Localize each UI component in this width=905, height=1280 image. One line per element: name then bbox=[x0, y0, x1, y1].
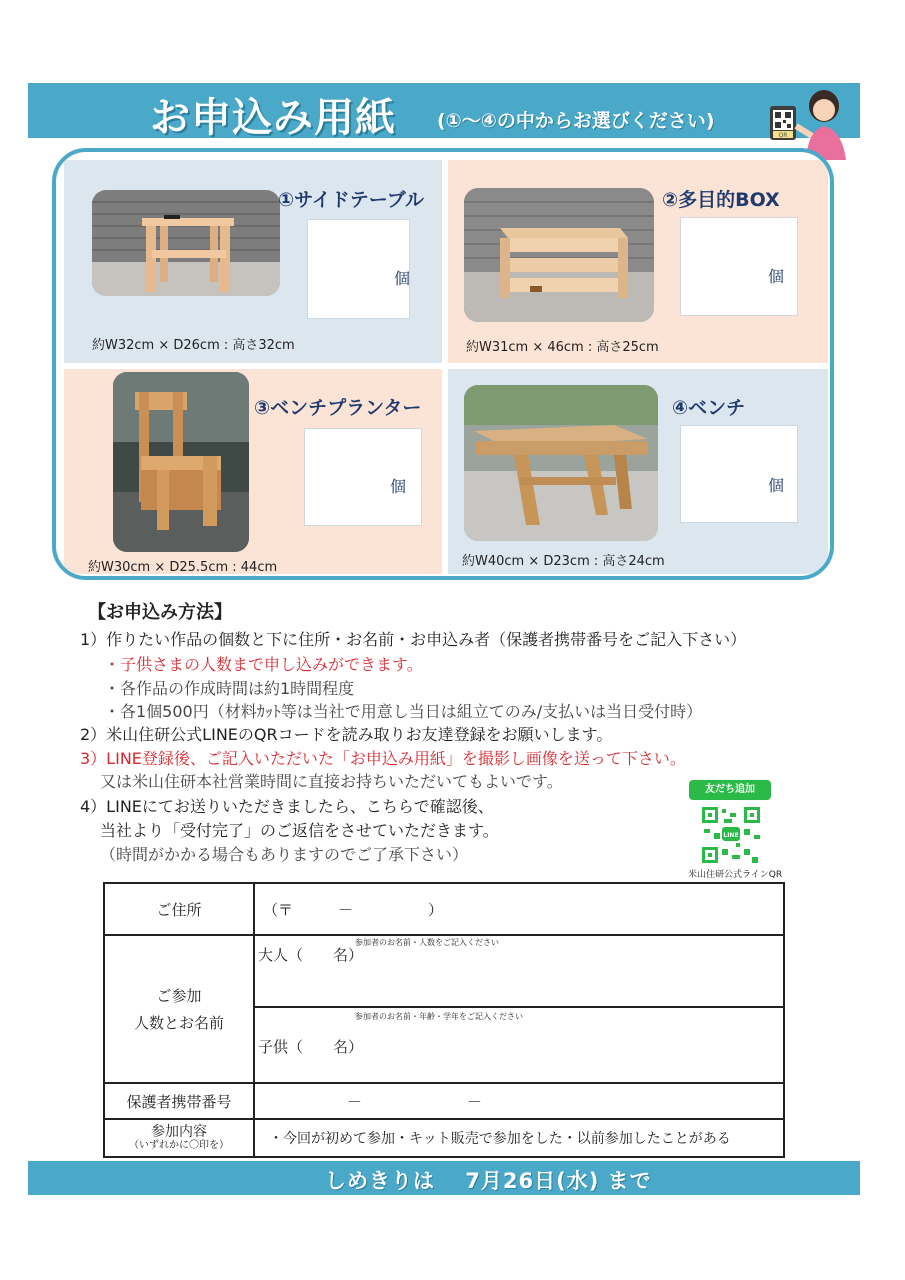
product-dimensions: 約W31cm × 46cm : 高さ25cm bbox=[466, 340, 659, 355]
product-title: ④ベンチ bbox=[672, 397, 746, 419]
side-table-photo bbox=[92, 190, 280, 296]
product-bench bbox=[448, 369, 828, 574]
line-qr-code-icon[interactable] bbox=[700, 805, 762, 865]
page-subtitle: (①～④の中からお選びください) bbox=[437, 110, 715, 132]
participants-label bbox=[104, 935, 254, 1083]
method-bullet3: ・各1個500円（材料ｶｯﾄ等は当社で用意し当日は組立てのみ/支払いは当日受付時） bbox=[104, 702, 703, 721]
phone-placeholder: － － bbox=[347, 1092, 483, 1111]
product-bench-planter bbox=[64, 369, 442, 574]
method-step2: 2）米山住研公式LINEのQRコードを読み取りお友達登録をお願いします。 bbox=[80, 725, 613, 744]
content-label-main: 参加内容 bbox=[151, 1124, 207, 1140]
product-multi-box bbox=[448, 160, 828, 363]
method-step4: 4）LINEにてお送りいただきましたら、こちらで確認後、 bbox=[80, 797, 494, 816]
qr-caption: 米山住研公式ラインQR bbox=[688, 870, 783, 880]
participants-label-line1: ご参加 bbox=[156, 987, 202, 1005]
method-step3b: 又は米山住研本社営業時間に直接お持ちいただいてもよいです。 bbox=[100, 772, 563, 791]
child-count: 子供（ 名） bbox=[258, 1038, 364, 1056]
content-label-sub: （いずれかに〇印を） bbox=[129, 1140, 229, 1151]
adult-note: 参加者のお名前・人数をご記入ください bbox=[355, 938, 499, 947]
method-step3: 3）LINE登録後、ご記入いただいた「お申込み用紙」を撮影し画像を送って下さい。 bbox=[80, 749, 686, 768]
product-dimensions: 約W32cm × D26cm : 高さ32cm bbox=[92, 338, 295, 353]
application-form bbox=[103, 882, 785, 1158]
method-bullet1: ・子供さまの人数まで申し込みができます。 bbox=[104, 655, 423, 674]
bench-photo bbox=[464, 385, 658, 541]
product-title: ②多目的BOX bbox=[662, 189, 780, 211]
address-field[interactable] bbox=[254, 883, 784, 935]
adult-count: 大人（ 名） bbox=[258, 946, 364, 964]
content-options[interactable]: ・今回が初めて参加・キット販売で参加をした・以前参加したことがある bbox=[254, 1119, 784, 1157]
content-label bbox=[104, 1119, 254, 1157]
page-title: お申込み用紙 bbox=[150, 95, 396, 141]
quantity-unit: 個 bbox=[390, 477, 407, 496]
method-bullet2: ・各作品の作成時間は約1時間程度 bbox=[104, 679, 355, 698]
bench-planter-photo bbox=[113, 372, 249, 552]
phone-label: 保護者携帯番号 bbox=[104, 1083, 254, 1119]
child-field[interactable] bbox=[254, 1007, 784, 1083]
product-dimensions: 約W30cm × D25.5cm : 44cm bbox=[88, 560, 278, 575]
deadline-text: しめきりは 7月26日(水) まで bbox=[325, 1169, 652, 1193]
svg-text:LINE: LINE bbox=[723, 832, 739, 839]
product-dimensions: 約W40cm × D23cm : 高さ24cm bbox=[462, 554, 665, 569]
method-title: 【お申込み方法】 bbox=[88, 602, 232, 623]
method-step4c: （時間がかかる場合もありますのでご了承下さい） bbox=[100, 845, 469, 864]
product-title: ①サイドテーブル bbox=[278, 189, 425, 211]
child-note: 参加者のお名前・年齢・学年をご記入ください bbox=[355, 1012, 523, 1021]
phone-field[interactable] bbox=[254, 1083, 784, 1119]
adult-field[interactable] bbox=[254, 935, 784, 1007]
product-panel bbox=[52, 148, 834, 580]
product-title: ③ベンチプランター bbox=[254, 397, 422, 419]
product-side-table bbox=[64, 160, 442, 363]
address-label: ご住所 bbox=[104, 883, 254, 935]
line-add-friend-badge[interactable]: 友だち追加 bbox=[689, 780, 771, 800]
method-step4b: 当社より「受付完了」のご返信をさせていただきます。 bbox=[100, 821, 499, 840]
participants-label-line2: 人数とお名前 bbox=[133, 1014, 224, 1032]
method-step1: 1）作りたい作品の個数と下に住所・お名前・お申込み者（保護者携帯番号をご記入下さい） bbox=[80, 630, 747, 649]
quantity-unit: 個 bbox=[768, 267, 785, 286]
quantity-unit: 個 bbox=[768, 476, 785, 495]
address-placeholder: （〒 － ） bbox=[263, 900, 444, 919]
multi-box-photo bbox=[464, 188, 654, 322]
qr-mini-label: QR bbox=[778, 132, 788, 139]
quantity-unit: 個 bbox=[394, 269, 411, 288]
